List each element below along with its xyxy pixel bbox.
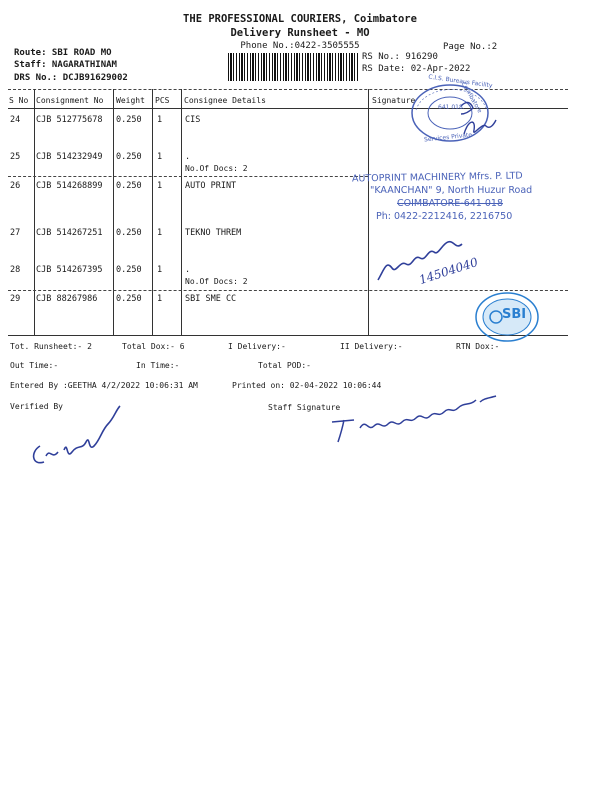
stamp-line-2: "KAANCHAN" 9, North Huzur Road <box>370 185 533 196</box>
row-sno: 28 <box>10 265 21 275</box>
sbi-stamp <box>474 291 540 343</box>
page-number: Page No.:2 <box>443 42 498 52</box>
entered-by: Entered By :GEETHA 4/2/2022 10:06:31 AM <box>10 381 198 390</box>
row-weight: 0.250 <box>116 181 142 191</box>
row-pcs: 1 <box>157 115 163 125</box>
header-signature: Signature <box>372 96 416 105</box>
row-consignment: CJB 88267986 <box>36 294 98 304</box>
row-docs: No.Of Docs: 2 <box>185 164 248 173</box>
rs-date: RS Date: 02-Apr-2022 <box>362 64 471 74</box>
row-consignee: TEKNO THREM <box>185 228 242 238</box>
in-time: In Time:- <box>136 361 180 370</box>
total-pod: Total POD:- <box>258 361 311 370</box>
handwritten-initial <box>460 112 500 142</box>
row-pcs: 1 <box>157 294 163 304</box>
staff-signature-label: Staff Signature <box>268 403 341 412</box>
row-sno: 27 <box>10 228 21 238</box>
route-label: Route: SBI ROAD MO <box>14 48 112 58</box>
ii-delivery: II Delivery:- <box>340 342 403 351</box>
row-consignment: CJB 514267395 <box>36 265 103 275</box>
drs-number: DRS No.: DCJB91629002 <box>14 73 128 83</box>
row-consignment: CJB 514232949 <box>36 152 103 162</box>
row-consignee: CIS <box>185 115 201 125</box>
barcode <box>228 53 358 81</box>
header-sno: S No <box>9 96 29 105</box>
row-consignee: . <box>185 152 191 162</box>
row-pcs: 1 <box>157 228 163 238</box>
autoprint-stamp <box>352 170 572 226</box>
row-weight: 0.250 <box>116 152 142 162</box>
row-sno: 26 <box>10 181 21 191</box>
stamp-city: Coimbatore <box>459 80 484 115</box>
i-delivery: I Delivery:- <box>228 342 286 351</box>
stamp-line-3: COIMBATORE-641 018 <box>397 198 503 209</box>
company-title: THE PROFESSIONAL COURIERS, Coimbatore <box>183 13 417 25</box>
total-runsheet: Tot. Runsheet:- 2 <box>10 342 92 351</box>
handwritten-signature-palanisamy <box>372 230 502 290</box>
row-consignee: AUTO PRINT <box>185 181 237 191</box>
verified-by-signature <box>24 400 134 470</box>
stamp-line-4: Ph: 0422-2212416, 2216750 <box>376 211 513 222</box>
row-pcs: 1 <box>157 181 163 191</box>
row-weight: 0.250 <box>116 265 142 275</box>
row-sno: 29 <box>10 294 21 304</box>
row-sno: 25 <box>10 152 21 162</box>
row-consignment: CJB 514267251 <box>36 228 103 238</box>
rtn-dox: RTN Dox:- <box>456 342 500 351</box>
row-consignment: CJB 512775678 <box>36 115 103 125</box>
row-consignment: CJB 514268899 <box>36 181 103 191</box>
stamp-pin: 641 018. <box>438 104 465 111</box>
handwritten-number: 14504040 <box>417 254 480 288</box>
row-consignee: SBI SME CC <box>185 294 237 304</box>
row-weight: 0.250 <box>116 115 142 125</box>
staff-handwritten-signature <box>324 392 504 446</box>
sbi-logo-text: SBI <box>502 307 527 322</box>
row-pcs: 1 <box>157 265 163 275</box>
row-weight: 0.250 <box>116 294 142 304</box>
row-docs: No.Of Docs: 2 <box>185 277 248 286</box>
stamp-line-1: AUTOPRINT MACHINERY Mfrs. P. LTD <box>351 170 523 185</box>
header-consignment: Consignment No <box>36 96 104 105</box>
row-weight: 0.250 <box>116 228 142 238</box>
rs-number: RS No.: 916290 <box>362 52 438 62</box>
document-subtitle: Delivery Runsheet - MO <box>230 27 370 39</box>
out-time: Out Time:- <box>10 361 59 370</box>
staff-label: Staff: NAGARATHINAM <box>14 60 117 70</box>
row-consignee: . <box>185 265 191 275</box>
row-pcs: 1 <box>157 152 163 162</box>
header-consignee: Consignee Details <box>184 96 266 105</box>
total-dox: Total Dox:- 6 <box>122 342 185 351</box>
verified-by: Verified By <box>10 402 63 411</box>
header-weight: Weight <box>116 96 145 105</box>
printed-on: Printed on: 02-04-2022 10:06:44 <box>232 381 382 390</box>
row-sno: 24 <box>10 115 21 125</box>
stamp-text-bottom: Services Private <box>423 131 473 144</box>
stamp-text-top: C.I.S. Bureaus Facility <box>427 73 493 90</box>
header-pcs: PCS <box>155 96 170 105</box>
phone-number: Phone No.:0422-3505555 <box>240 41 360 51</box>
